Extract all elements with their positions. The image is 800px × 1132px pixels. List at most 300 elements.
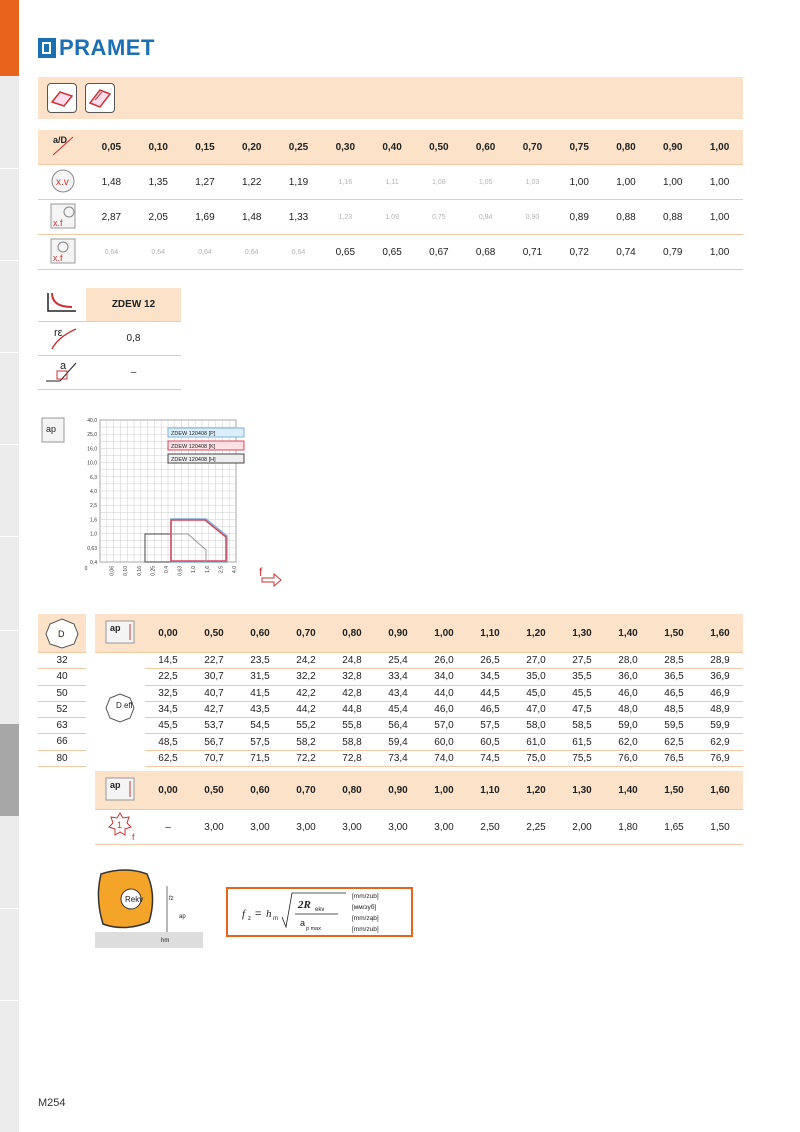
table-cell: 25,4 <box>375 653 421 669</box>
chamfer-icon <box>38 356 86 390</box>
t1-r1-c3: 1,48 <box>228 200 275 235</box>
table-cell: 34,0 <box>421 669 467 685</box>
table-row <box>95 810 743 845</box>
t1-r0-c9: 1,03 <box>509 165 556 200</box>
feed-per-tooth-table <box>95 771 743 845</box>
t1-r1-c12: 0,88 <box>649 200 696 235</box>
t3-header: 0,90 <box>375 614 421 653</box>
table-cell: 35,0 <box>513 669 559 685</box>
table-cell: 46,5 <box>467 701 513 717</box>
table-cell: 70,7 <box>191 750 237 766</box>
t3-header: 0,50 <box>191 614 237 653</box>
table-cell: 36,5 <box>651 669 697 685</box>
x-tick-label: 4,0 <box>232 566 238 573</box>
t1-r2-c9: 0,71 <box>509 235 556 270</box>
svg-text:x.f: x.f <box>53 217 63 228</box>
table-cell: 31,5 <box>237 669 283 685</box>
svg-text:z: z <box>248 916 251 922</box>
sidebar-tab[interactable] <box>0 168 19 169</box>
table-cell: 46,9 <box>697 685 743 701</box>
svg-text:[mm/zub]: [mm/zub] <box>352 926 379 933</box>
table-cell: 35,5 <box>559 669 605 685</box>
t3-header: 0,70 <box>283 614 329 653</box>
d-eff-icon <box>95 653 145 767</box>
t1-r2-c8: 0,68 <box>462 235 509 270</box>
t1-r2-c6: 0,65 <box>369 235 416 270</box>
legend-item-h: ZDEW 120408 [H] <box>171 457 216 463</box>
x-tick-label: 1,6 <box>204 566 211 573</box>
chart-ylabel: ap <box>46 424 57 434</box>
t1-r1-c9: 0,90 <box>509 200 556 235</box>
table-cell: 48,9 <box>697 701 743 717</box>
y-tick-label: 40,0 <box>87 418 97 424</box>
t1-r1-c4: 1,33 <box>275 200 322 235</box>
t3-header: 1,30 <box>559 614 605 653</box>
svg-text:f: f <box>132 831 135 841</box>
t1-r2-c1: 0,64 <box>135 235 182 270</box>
table-cell: 43,4 <box>375 685 421 701</box>
table-header-row <box>95 771 743 810</box>
table-cell: 72,2 <box>283 750 329 766</box>
svg-text:rε: rε <box>54 327 63 339</box>
table-cell: 36,0 <box>605 669 651 685</box>
svg-text:a: a <box>60 360 67 372</box>
table-cell: 27,0 <box>513 653 559 669</box>
table-cell: 22,7 <box>191 653 237 669</box>
table-cell: 32,2 <box>283 669 329 685</box>
svg-text:=: = <box>255 908 262 920</box>
table-cell: 46,5 <box>651 685 697 701</box>
t1-header-12: 0,90 <box>649 130 696 165</box>
t4-header: 1,00 <box>421 771 467 810</box>
table-cell: 55,8 <box>329 718 375 734</box>
insert-type-band <box>38 77 743 119</box>
ap-icon-2 <box>95 771 145 810</box>
t4-header: 0,80 <box>329 771 375 810</box>
table-cell: 28,0 <box>605 653 651 669</box>
table-cell: 26,5 <box>467 653 513 669</box>
table-cell: 44,2 <box>283 701 329 717</box>
t1-r2-c2: 0,64 <box>182 235 229 270</box>
t4-header: 1,40 <box>605 771 651 810</box>
cutting-speed-icon <box>38 165 88 200</box>
table-cell: 48,5 <box>145 734 191 750</box>
table-cell: 47,5 <box>559 701 605 717</box>
table-cell: 42,7 <box>191 701 237 717</box>
table-cell: 61,5 <box>559 734 605 750</box>
x-tick-label: 0,06 <box>109 566 116 576</box>
diameter-value: 32 <box>38 653 86 669</box>
t4-header: 1,10 <box>467 771 513 810</box>
sidebar-tab[interactable] <box>0 536 19 537</box>
table-cell: 43,5 <box>237 701 283 717</box>
table-cell: 56,7 <box>191 734 237 750</box>
table-cell: 60,0 <box>421 734 467 750</box>
t1-r1-c8: 0,94 <box>462 200 509 235</box>
table-header-row <box>38 130 743 165</box>
svg-text:1: 1 <box>117 819 123 830</box>
legend-item-k: ZDEW 120408 [K] <box>171 444 216 450</box>
sidebar-tab[interactable] <box>0 630 19 631</box>
table-cell: 1,65 <box>651 810 697 845</box>
t1-header-6: 0,40 <box>369 130 416 165</box>
table-cell: 3,00 <box>283 810 329 845</box>
table-cell: 33,4 <box>375 669 421 685</box>
table-cell: 59,5 <box>651 718 697 734</box>
t1-r0-c11: 1,00 <box>603 165 650 200</box>
svg-text:ekv: ekv <box>315 907 325 913</box>
svg-text:[mm/zub]: [mm/zub] <box>352 893 379 900</box>
t1-r0-c3: 1,22 <box>228 165 275 200</box>
svg-text:a: a <box>300 918 306 928</box>
t3-header: 1,00 <box>421 614 467 653</box>
svg-text:x.v: x.v <box>56 176 69 188</box>
t1-r1-c2: 1,69 <box>182 200 229 235</box>
t3-header: 0,80 <box>329 614 375 653</box>
t3-header: 0,60 <box>237 614 283 653</box>
t1-header-9: 0,70 <box>509 130 556 165</box>
sidebar-tab[interactable] <box>0 1000 19 1001</box>
table-cell: 62,5 <box>651 734 697 750</box>
t1-r0-c8: 1,05 <box>462 165 509 200</box>
x-tick-label: 0,63 <box>177 566 184 576</box>
table-row <box>95 734 743 750</box>
table-cell: 3,00 <box>375 810 421 845</box>
table-cell: 57,0 <box>421 718 467 734</box>
t1-r2-c4: 0,64 <box>275 235 322 270</box>
t1-header-4: 0,25 <box>275 130 322 165</box>
insert-label-fz: fz <box>169 896 174 902</box>
y-tick-label: 16,0 <box>87 446 97 453</box>
sidebar-tab[interactable] <box>0 908 19 909</box>
table-cell: 56,4 <box>375 718 421 734</box>
t4-header: 0,00 <box>145 771 191 810</box>
table-cell: 44,0 <box>421 685 467 701</box>
page-number: M254 <box>38 1097 66 1109</box>
svg-text:D eff: D eff <box>116 701 133 711</box>
table-cell: 57,5 <box>467 718 513 734</box>
x-tick-label: 2,5 <box>218 566 225 573</box>
y-tick-label: 25,0 <box>87 432 97 439</box>
table-row <box>38 200 743 235</box>
t1-r2-c5: 0,65 <box>322 235 369 270</box>
diameter-column <box>38 614 86 767</box>
t1-header-3: 0,20 <box>228 130 275 165</box>
table-cell: 45,0 <box>513 685 559 701</box>
table-cell: 58,0 <box>513 718 559 734</box>
table-cell: 76,0 <box>605 750 651 766</box>
table-cell: 14,5 <box>145 653 191 669</box>
table-cell: 55,2 <box>283 718 329 734</box>
corner-radius-value: 0,8 <box>86 322 181 356</box>
t1-r0-c10: 1,00 <box>556 165 603 200</box>
table-cell: 76,9 <box>697 750 743 766</box>
table-cell: 34,5 <box>145 701 191 717</box>
table-cell: 24,8 <box>329 653 375 669</box>
table-cell: 60,5 <box>467 734 513 750</box>
diameter-value: 63 <box>38 718 86 734</box>
brand-name: PRAMET <box>59 35 155 60</box>
table-cell: 23,5 <box>237 653 283 669</box>
t1-header-7: 0,50 <box>415 130 462 165</box>
sidebar-tab[interactable] <box>0 260 19 261</box>
table-cell: 1,80 <box>605 810 651 845</box>
feed-icon <box>38 200 88 235</box>
table-row <box>38 356 181 390</box>
table-cell: 74,0 <box>421 750 467 766</box>
correction-factors-table <box>38 130 743 270</box>
t1-r0-c13: 1,00 <box>696 165 743 200</box>
ap-icon <box>95 614 145 653</box>
table-row <box>95 750 743 766</box>
svg-text:ap: ap <box>110 779 121 790</box>
table-cell: 32,8 <box>329 669 375 685</box>
diameter-value: 40 <box>38 669 86 685</box>
t3-header: 1,20 <box>513 614 559 653</box>
table-cell: 48,5 <box>651 701 697 717</box>
pramet-logo-icon <box>38 38 56 58</box>
t1-r1-c13: 1,00 <box>696 200 743 235</box>
table-row <box>38 165 743 200</box>
sidebar <box>0 0 19 1132</box>
table-cell: 57,5 <box>237 734 283 750</box>
table-cell: 3,00 <box>237 810 283 845</box>
t4-header: 1,60 <box>697 771 743 810</box>
t1-r0-c1: 1,35 <box>135 165 182 200</box>
table-cell: 58,5 <box>559 718 605 734</box>
table-cell: 45,5 <box>145 718 191 734</box>
legend-item-p: ZDEW 120408 [P] <box>171 431 216 437</box>
table-header-row <box>95 614 743 653</box>
t1-r1-c10: 0,89 <box>556 200 603 235</box>
svg-text:p max: p max <box>306 926 321 932</box>
pramet-logo <box>38 36 155 60</box>
table-row <box>95 685 743 701</box>
t1-r2-c13: 1,00 <box>696 235 743 270</box>
table-row <box>95 701 743 717</box>
t1-header-8: 0,60 <box>462 130 509 165</box>
feed-arrow-icon <box>262 574 281 586</box>
svg-text:x.f: x.f <box>53 252 63 263</box>
x-tick-label: 1,0 <box>191 566 198 573</box>
corner-icon <box>38 288 86 322</box>
table-row <box>95 669 743 685</box>
table-cell: 28,9 <box>697 653 743 669</box>
table-cell: 27,5 <box>559 653 605 669</box>
diameter-value: 80 <box>38 751 86 767</box>
table-row <box>95 653 743 669</box>
diameter-value: 52 <box>38 702 86 718</box>
x-tick-label: 0 <box>84 566 88 572</box>
t1-r1-c0: 2,87 <box>88 200 135 235</box>
table-cell: 2,50 <box>467 810 513 845</box>
table-cell: 45,4 <box>375 701 421 717</box>
t3-header: 1,60 <box>697 614 743 653</box>
t4-header: 0,90 <box>375 771 421 810</box>
table-cell: 48,0 <box>605 701 651 717</box>
insert-shape-icon <box>47 83 77 113</box>
table-cell: 22,5 <box>145 669 191 685</box>
table-row <box>95 718 743 734</box>
t1-r2-c7: 0,67 <box>415 235 462 270</box>
insert-diagram <box>95 866 205 950</box>
table-cell: 59,0 <box>605 718 651 734</box>
table-cell: 58,8 <box>329 734 375 750</box>
table-cell: 76,5 <box>651 750 697 766</box>
table-cell: 46,0 <box>421 701 467 717</box>
feed-icon-2 <box>38 235 88 270</box>
svg-text:[мм/зуб]: [мм/зуб] <box>352 904 377 911</box>
svg-text:[mm/ząb]: [mm/ząb] <box>352 915 379 922</box>
svg-text:D: D <box>58 629 65 639</box>
t1-header-0: 0,05 <box>88 130 135 165</box>
t1-r2-c3: 0,64 <box>228 235 275 270</box>
tooth-feed-icon <box>95 810 145 845</box>
t1-header-11: 0,80 <box>603 130 650 165</box>
table-cell: 59,4 <box>375 734 421 750</box>
t4-header: 0,60 <box>237 771 283 810</box>
table-cell: 28,5 <box>651 653 697 669</box>
t4-header: 0,50 <box>191 771 237 810</box>
y-tick-label: 1,6 <box>90 517 97 524</box>
table-cell: 3,00 <box>329 810 375 845</box>
effective-diameter-table <box>95 614 743 767</box>
table-cell: 75,0 <box>513 750 559 766</box>
svg-text:h: h <box>266 908 272 920</box>
sidebar-tab-active[interactable] <box>0 724 19 816</box>
y-tick-label: 0,4 <box>90 560 97 566</box>
insert-shape-icon-2 <box>85 83 115 113</box>
corner-radius-icon <box>38 322 86 356</box>
table-cell: 44,5 <box>467 685 513 701</box>
diameter-icon <box>38 614 86 653</box>
workpiece <box>95 932 203 948</box>
table-cell: 59,9 <box>697 718 743 734</box>
sidebar-tab[interactable] <box>0 444 19 445</box>
t1-header-10: 0,75 <box>556 130 603 165</box>
x-tick-label: 0,4 <box>164 566 170 573</box>
table-cell: 61,0 <box>513 734 559 750</box>
sidebar-tab[interactable] <box>0 352 19 353</box>
t1-r2-c10: 0,72 <box>556 235 603 270</box>
t1-r1-c11: 0,88 <box>603 200 650 235</box>
table-cell: 73,4 <box>375 750 421 766</box>
t1-r0-c4: 1,19 <box>275 165 322 200</box>
table-cell: 32,5 <box>145 685 191 701</box>
y-tick-label: 1,0 <box>90 531 97 538</box>
t1-header-2: 0,15 <box>182 130 229 165</box>
table-cell: 62,0 <box>605 734 651 750</box>
x-tick-label: 0,10 <box>123 566 130 576</box>
table-cell: 1,50 <box>697 810 743 845</box>
insert-label-hm: hm <box>161 938 170 944</box>
table-cell: 3,00 <box>191 810 237 845</box>
table-row <box>38 322 181 356</box>
t1-r0-c6: 1,11 <box>369 165 416 200</box>
svg-text:f: f <box>242 908 246 920</box>
chart-svg <box>38 412 298 592</box>
t1-r2-c11: 0,74 <box>603 235 650 270</box>
table-cell: 46,0 <box>605 685 651 701</box>
svg-text:a/D: a/D <box>53 134 68 145</box>
insert-label-ap: ap <box>179 914 186 920</box>
table-cell: 34,5 <box>467 669 513 685</box>
diameter-value: 50 <box>38 686 86 702</box>
table-cell: 42,8 <box>329 685 375 701</box>
y-tick-label: 10,0 <box>87 460 97 467</box>
feed-depth-chart <box>38 412 298 592</box>
table-cell: 45,5 <box>559 685 605 701</box>
table-cell: 42,2 <box>283 685 329 701</box>
chamfer-value: – <box>86 356 181 390</box>
t1-r0-c2: 1,27 <box>182 165 229 200</box>
table-cell: 2,00 <box>559 810 605 845</box>
table-cell: 53,7 <box>191 718 237 734</box>
t1-r0-c7: 1,08 <box>415 165 462 200</box>
x-tick-label: 0,25 <box>150 566 157 576</box>
y-tick-label: 2,5 <box>90 503 97 510</box>
table-cell: 26,0 <box>421 653 467 669</box>
svg-text:m: m <box>273 916 278 922</box>
t1-r0-c12: 1,00 <box>649 165 696 200</box>
y-tick-label: 4,0 <box>90 489 97 495</box>
t3-header: 0,00 <box>145 614 191 653</box>
t1-header-1: 0,10 <box>135 130 182 165</box>
t1-header-13: 1,00 <box>696 130 743 165</box>
table-cell: 47,0 <box>513 701 559 717</box>
svg-text:2R: 2R <box>298 899 311 911</box>
t4-header: 0,70 <box>283 771 329 810</box>
t3-header: 1,40 <box>605 614 651 653</box>
t1-r1-c5: 1,23 <box>322 200 369 235</box>
table-cell: 54,5 <box>237 718 283 734</box>
diameter-value: 66 <box>38 734 86 750</box>
t1-r1-c6: 1,09 <box>369 200 416 235</box>
t1-header-5: 0,30 <box>322 130 369 165</box>
table-cell: 58,2 <box>283 734 329 750</box>
ae-d-icon <box>38 130 88 165</box>
table-cell: 36,9 <box>697 669 743 685</box>
svg-text:ap: ap <box>110 622 121 633</box>
table-cell: 3,00 <box>421 810 467 845</box>
table-cell: 44,8 <box>329 701 375 717</box>
y-tick-label: 6,3 <box>90 474 97 481</box>
table-cell: 30,7 <box>191 669 237 685</box>
insert-label-rekv: Rekv <box>125 895 144 904</box>
t3-header: 1,10 <box>467 614 513 653</box>
table-cell: 75,5 <box>559 750 605 766</box>
t3-header: 1,50 <box>651 614 697 653</box>
x-tick-label: 0,16 <box>136 566 143 576</box>
t1-r2-c0: 0,64 <box>88 235 135 270</box>
table-cell: 2,25 <box>513 810 559 845</box>
t4-header: 1,20 <box>513 771 559 810</box>
t1-r0-c5: 1,16 <box>322 165 369 200</box>
y-tick-label: 0,63 <box>87 545 97 552</box>
insert-radius-table <box>38 288 181 390</box>
feed-formula <box>226 887 413 937</box>
table-cell: 74,5 <box>467 750 513 766</box>
table-cell: 62,5 <box>145 750 191 766</box>
table-cell: 71,5 <box>237 750 283 766</box>
table-cell: – <box>145 810 191 845</box>
t1-r1-c7: 0,75 <box>415 200 462 235</box>
table-header-row <box>38 288 181 322</box>
table-cell: 40,7 <box>191 685 237 701</box>
chart-xlabel: f <box>259 565 263 579</box>
sidebar-accent <box>0 0 19 76</box>
insert-name: ZDEW 12 <box>86 288 181 322</box>
